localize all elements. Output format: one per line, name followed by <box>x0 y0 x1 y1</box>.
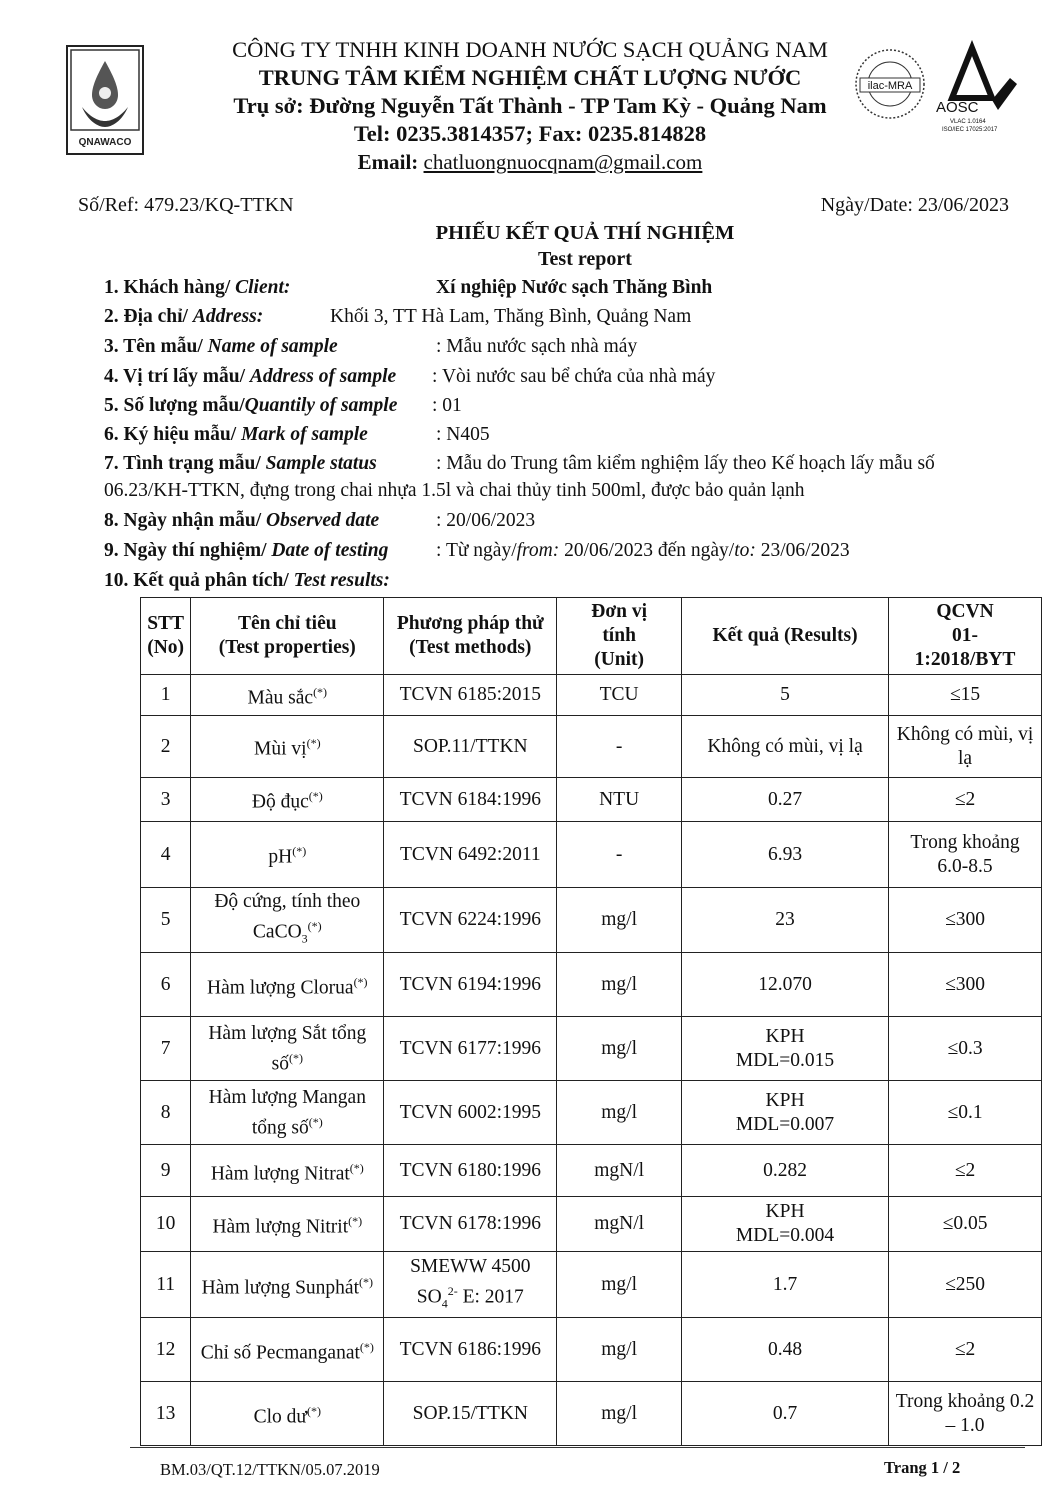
cell-limit: ≤0.05 <box>889 1197 1042 1252</box>
svg-text:QNAWACO: QNAWACO <box>78 137 132 148</box>
email-line: Email: chatluongnuocqnam@gmail.com <box>357 150 703 174</box>
testing-date-value: : Từ ngày/from: 20/06/2023 đến ngày/to: 23/06/2023 <box>436 540 850 561</box>
cell-method: TCVN 6184:1996 <box>384 778 557 822</box>
cell-unit: mgN/l <box>557 1145 682 1197</box>
cell-no: 5 <box>141 888 191 953</box>
sample-status-value-continued: 06.23/KH-TTKN, đựng trong chai nhựa 1.5l và chai thủy tinh 500ml, được bảo quản lạnh <box>104 480 805 501</box>
cell-property: Hàm lượng Clorua(*) <box>191 953 384 1017</box>
sample-name-label: 3. Tên mẫu/ Name of sample <box>104 336 338 357</box>
cell-result: Không có mùi, vị lạ <box>681 716 888 778</box>
sample-location-value: : Vòi nước sau bể chứa của nhà máy <box>432 366 716 387</box>
table-header-row <box>141 598 1042 675</box>
cell-method: TCVN 6185:2015 <box>384 675 557 716</box>
report-date: Ngày/Date: 23/06/2023 <box>820 194 1009 216</box>
table-row <box>141 1017 1042 1081</box>
cell-property: Hàm lượng Nitrit(*) <box>191 1197 384 1252</box>
cell-method: TCVN 6178:1996 <box>384 1197 557 1252</box>
cell-no: 9 <box>141 1145 191 1197</box>
cell-no: 7 <box>141 1017 191 1081</box>
cell-property: Độ đục(*) <box>191 778 384 822</box>
cell-limit: ≤300 <box>889 888 1042 953</box>
cell-property: pH(*) <box>191 822 384 888</box>
cell-unit: mgN/l <box>557 1197 682 1252</box>
table-row <box>141 778 1042 822</box>
cell-unit: mg/l <box>557 1382 682 1446</box>
cell-limit: ≤250 <box>889 1252 1042 1318</box>
cell-result: 5 <box>681 675 888 716</box>
cell-method: TCVN 6224:1996 <box>384 888 557 953</box>
cell-no: 8 <box>141 1081 191 1145</box>
sample-quantity-label: 5. Số lượng mẫu/Quantily of sample <box>104 395 398 416</box>
cell-limit: ≤0.3 <box>889 1017 1042 1081</box>
svg-text:ilac-MRA: ilac-MRA <box>867 80 913 92</box>
cell-property: Hàm lượng Mangan tổng số(*) <box>191 1081 384 1145</box>
table-row <box>141 1081 1042 1145</box>
cell-unit: TCU <box>557 675 682 716</box>
table-row <box>141 675 1042 716</box>
header-no: STT (No) <box>141 598 191 675</box>
cell-no: 10 <box>141 1197 191 1252</box>
testing-date-label: 9. Ngày thí nghiệm/ Date of testing <box>104 540 389 561</box>
cell-no: 12 <box>141 1318 191 1382</box>
table-row <box>141 888 1042 953</box>
sample-status-value: : Mẫu do Trung tâm kiểm nghiệm lấy theo Kế hoạch lấy mẫu số <box>436 453 935 474</box>
cell-limit: ≤2 <box>889 1318 1042 1382</box>
client-value: Xí nghiệp Nước sạch Thăng Bình <box>436 277 713 298</box>
observed-date-value: : 20/06/2023 <box>436 510 536 531</box>
cell-property: Hàm lượng Nitrat(*) <box>191 1145 384 1197</box>
cell-property: Clo dư(*) <box>191 1382 384 1446</box>
letterhead <box>150 36 910 176</box>
cell-limit: ≤2 <box>889 778 1042 822</box>
report-title: PHIẾU KẾT QUẢ THÍ NGHIỆM <box>435 222 735 244</box>
phone-fax: Tel: 0235.3814357; Fax: 0235.814828 <box>353 121 707 146</box>
table-row <box>141 716 1042 778</box>
qnawaco-logo <box>66 45 144 155</box>
cell-method: TCVN 6002:1995 <box>384 1081 557 1145</box>
sample-name-value: : Mẫu nước sạch nhà máy <box>436 336 638 357</box>
cell-method: TCVN 6180:1996 <box>384 1145 557 1197</box>
observed-date-label: 8. Ngày nhận mẫu/ Observed date <box>104 510 380 531</box>
results-table <box>140 597 1042 1446</box>
cell-result: 6.93 <box>681 822 888 888</box>
cell-result: 23 <box>681 888 888 953</box>
test-results-label: 10. Kết quả phân tích/ Test results: <box>104 570 390 591</box>
header-results: Kết quả (Results) <box>681 598 888 675</box>
cell-property: Màu sắc(*) <box>191 675 384 716</box>
svg-text:ISO/IEC 17025:2017: ISO/IEC 17025:2017 <box>942 127 998 133</box>
table-row <box>141 1197 1042 1252</box>
table-row <box>141 1318 1042 1382</box>
svg-text:VLAC 1.0164: VLAC 1.0164 <box>950 119 986 125</box>
cell-unit: mg/l <box>557 1017 682 1081</box>
header-qcvn: QCVN 01- 1:2018/BYT <box>889 598 1042 675</box>
cell-unit: NTU <box>557 778 682 822</box>
head-office-address: Trụ sở: Đường Nguyễn Tất Thành - TP Tam Kỳ - Quảng Nam <box>233 93 827 118</box>
cell-unit: mg/l <box>557 888 682 953</box>
cell-property: Hàm lượng Sắt tổng số(*) <box>191 1017 384 1081</box>
cell-no: 11 <box>141 1252 191 1318</box>
cell-method: TCVN 6186:1996 <box>384 1318 557 1382</box>
footer-divider <box>130 1447 1025 1448</box>
cell-limit: ≤2 <box>889 1145 1042 1197</box>
cell-property: Mùi vị(*) <box>191 716 384 778</box>
header-properties: Tên chỉ tiêu (Test properties) <box>191 598 384 675</box>
cell-method: SOP.15/TTKN <box>384 1382 557 1446</box>
cell-no: 1 <box>141 675 191 716</box>
cell-result: KPH MDL=0.004 <box>681 1197 888 1252</box>
page-number: Trang 1 / 2 <box>884 1458 961 1477</box>
sample-quantity-value: : 01 <box>432 395 462 416</box>
address-value: Khối 3, TT Hà Lam, Thăng Bình, Quảng Nam <box>330 306 692 327</box>
header-methods: Phương pháp thử (Test methods) <box>384 598 557 675</box>
report-subtitle: Test report <box>538 248 632 270</box>
reference-number: Số/Ref: 479.23/KQ-TTKN <box>78 194 294 216</box>
cell-method: TCVN 6177:1996 <box>384 1017 557 1081</box>
cell-result: KPH MDL=0.007 <box>681 1081 888 1145</box>
cell-method: TCVN 6194:1996 <box>384 953 557 1017</box>
cell-no: 6 <box>141 953 191 1017</box>
cell-method: SOP.11/TTKN <box>384 716 557 778</box>
cell-unit: - <box>557 822 682 888</box>
cell-unit: mg/l <box>557 953 682 1017</box>
cell-unit: mg/l <box>557 1252 682 1318</box>
company-name: CÔNG TY TNHH KINH DOANH NƯỚC SẠCH QUẢNG NAM <box>232 37 828 62</box>
cell-no: 2 <box>141 716 191 778</box>
email-link[interactable]: chatluongnuocqnam@gmail.com <box>423 150 703 174</box>
cell-result: 0.7 <box>681 1382 888 1446</box>
cell-limit: ≤15 <box>889 675 1042 716</box>
table-row <box>141 953 1042 1017</box>
cell-limit: Trong khoảng 6.0-8.5 <box>889 822 1042 888</box>
cell-property: Hàm lượng Sunphát(*) <box>191 1252 384 1318</box>
cell-method: TCVN 6492:2011 <box>384 822 557 888</box>
cell-no: 3 <box>141 778 191 822</box>
address-label: 2. Địa chỉ/ Address: <box>104 306 264 327</box>
cell-method: SMEWW 4500 $SO_4^{2-}$ E: 2017 <box>384 1252 557 1318</box>
cell-result: 0.282 <box>681 1145 888 1197</box>
cell-limit: Không có mùi, vị lạ <box>889 716 1042 778</box>
sample-mark-label: 6. Ký hiệu mẫu/ Mark of sample <box>104 424 368 445</box>
table-row <box>141 822 1042 888</box>
cell-limit: ≤0.1 <box>889 1081 1042 1145</box>
cell-unit: mg/l <box>557 1081 682 1145</box>
cell-unit: - <box>557 716 682 778</box>
center-name: TRUNG TÂM KIỂM NGHIỆM CHẤT LƯỢNG NƯỚC <box>258 65 802 90</box>
cell-limit: Trong khoảng 0.2 – 1.0 <box>889 1382 1042 1446</box>
cell-result: 12.070 <box>681 953 888 1017</box>
header-unit: Đơn vị tính (Unit) <box>557 598 682 675</box>
form-code: BM.03/QT.12/TTKN/05.07.2019 <box>160 1460 380 1479</box>
sample-status-label: 7. Tình trạng mẫu/ Sample status <box>104 453 377 474</box>
cell-no: 13 <box>141 1382 191 1446</box>
client-label: 1. Khách hàng/ Client: <box>104 277 291 298</box>
cell-property: Chỉ số Pecmanganat(*) <box>191 1318 384 1382</box>
sample-mark-value: : N405 <box>436 424 490 445</box>
cell-limit: ≤300 <box>889 953 1042 1017</box>
cell-property: Độ cứng, tính theo CaCO$_3$(*) <box>191 888 384 953</box>
sample-location-label: 4. Vị trí lấy mẫu/ Address of sample <box>104 366 397 387</box>
table-row <box>141 1145 1042 1197</box>
cell-result: KPH MDL=0.015 <box>681 1017 888 1081</box>
cell-no: 4 <box>141 822 191 888</box>
table-row <box>141 1382 1042 1446</box>
cell-result: 0.48 <box>681 1318 888 1382</box>
cell-result: 1.7 <box>681 1252 888 1318</box>
cell-unit: mg/l <box>557 1318 682 1382</box>
table-row <box>141 1252 1042 1318</box>
svg-text:AOSC: AOSC <box>936 99 979 116</box>
cell-result: 0.27 <box>681 778 888 822</box>
